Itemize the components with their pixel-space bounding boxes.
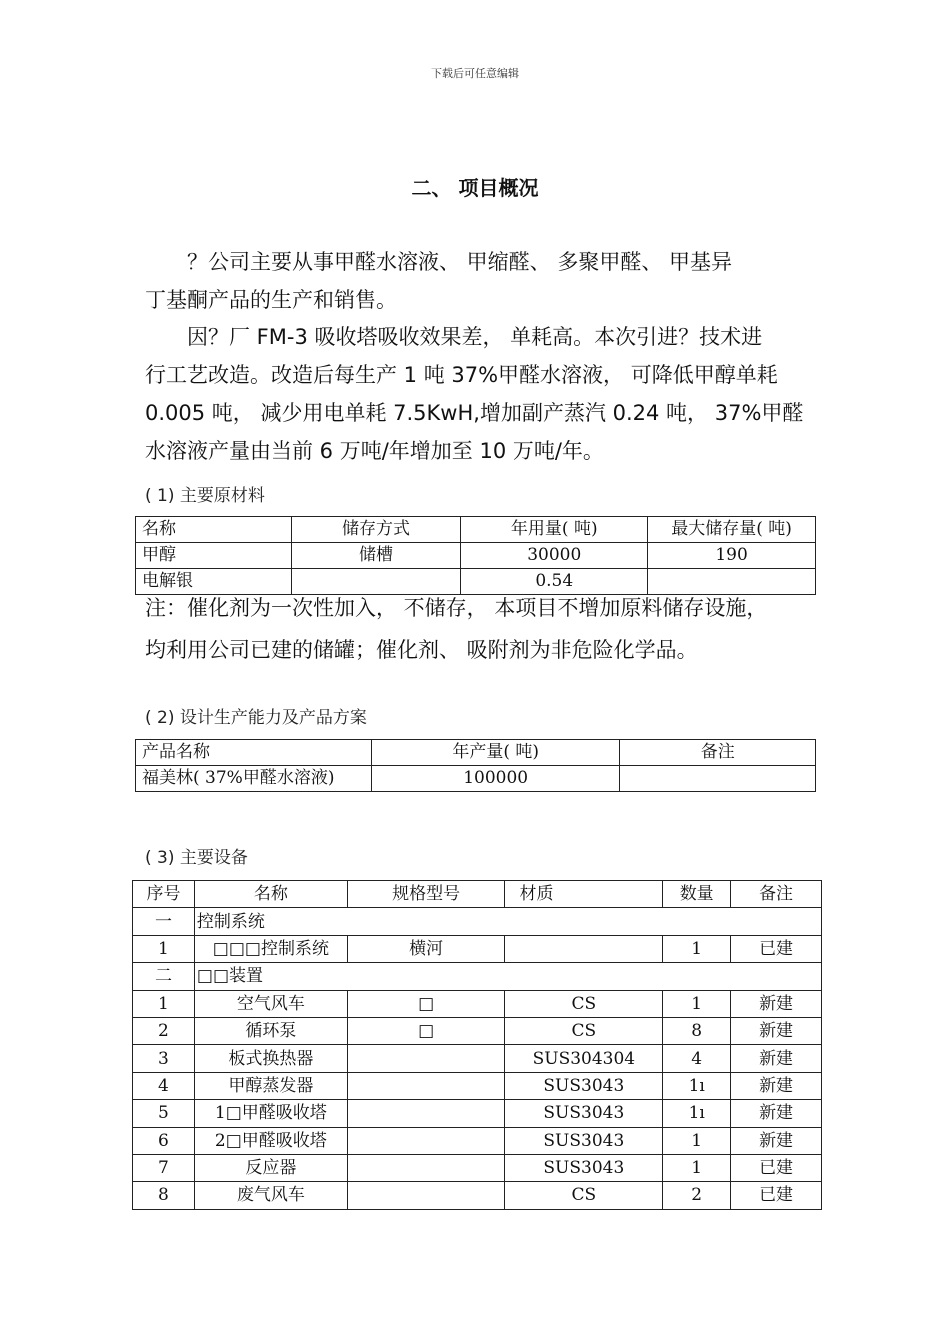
table-cell: 1 <box>663 935 731 962</box>
note <box>145 587 825 671</box>
table-cell: 7 <box>133 1154 195 1181</box>
table-cell: 已建 <box>731 1154 822 1181</box>
table-cell <box>505 935 663 962</box>
table-cell: 1□甲醛吸收塔 <box>194 1100 347 1127</box>
note-line: 均利用公司已建的储罐；催化剂、 吸附剂为非危险化学品。 <box>145 638 698 662</box>
product-table <box>135 739 816 792</box>
table-cell: 已建 <box>731 1182 822 1209</box>
group-name: □□装置 <box>194 963 821 990</box>
table-cell: 4 <box>663 1045 731 1072</box>
paragraph-line: 水溶液产量由当前 6 万吨/年增加至 10 万吨/年。 <box>145 439 604 463</box>
table-cell: 循环泵 <box>194 1017 347 1044</box>
group-row <box>133 963 822 990</box>
table-cell: 100000 <box>371 766 620 792</box>
table-cell <box>347 1072 505 1099</box>
table-row <box>133 1182 822 1209</box>
table-row <box>133 1017 822 1044</box>
table-cell <box>347 1127 505 1154</box>
table-row <box>133 1045 822 1072</box>
table-header: 备注 <box>620 740 816 766</box>
table-cell <box>347 1154 505 1181</box>
table-header-row <box>136 517 816 543</box>
table-row <box>133 1072 822 1099</box>
table-cell: 废气风车 <box>194 1182 347 1209</box>
table-cell: □ <box>347 1017 505 1044</box>
table-header: 备注 <box>731 881 822 908</box>
table-row <box>133 990 822 1017</box>
section-title: 二、 项目概况 <box>411 176 539 200</box>
table-cell <box>620 766 816 792</box>
table-cell: 新建 <box>731 1072 822 1099</box>
table-header: 年产量( 吨) <box>371 740 620 766</box>
table-header-row <box>133 881 822 908</box>
table-header: 规格型号 <box>347 881 505 908</box>
paragraph-line: 行工艺改造。改造后每生产 1 吨 37%甲醛水溶液， 可降低甲醇单耗 <box>145 363 778 387</box>
equipment-table <box>132 880 822 1210</box>
table-row <box>133 1127 822 1154</box>
paragraph-line: 因？厂 FM-3 吸收塔吸收效果差， 单耗高。本次引进？技术进 <box>187 325 763 349</box>
paragraph-line: ？公司主要从事甲醛水溶液、 甲缩醛、 多聚甲醛、 甲基异 <box>187 250 733 274</box>
group-number: 二 <box>133 963 195 990</box>
table-header: 名称 <box>194 881 347 908</box>
table-cell: SUS3043 <box>505 1072 663 1099</box>
table-cell: 5 <box>133 1100 195 1127</box>
page-header: 下载后可任意编辑 <box>431 67 519 80</box>
table-header: 材质 <box>505 881 663 908</box>
group-number: 一 <box>133 908 195 935</box>
table-header: 名称 <box>136 517 292 543</box>
table-cell: 3 <box>133 1045 195 1072</box>
table-cell: 新建 <box>731 990 822 1017</box>
group-row <box>133 908 822 935</box>
table-cell: 新建 <box>731 1045 822 1072</box>
table-cell: 2 <box>663 1182 731 1209</box>
table-cell: 8 <box>133 1182 195 1209</box>
table-cell: 2□甲醛吸收塔 <box>194 1127 347 1154</box>
table-header: 数量 <box>663 881 731 908</box>
paragraph-line: 丁基酮产品的生产和销售。 <box>145 288 397 312</box>
table-header: 储存方式 <box>291 517 461 543</box>
table-header: 序号 <box>133 881 195 908</box>
table-header: 最大储存量( 吨) <box>648 517 816 543</box>
table-cell: SUS3043 <box>505 1127 663 1154</box>
table-cell <box>347 1182 505 1209</box>
paragraph-1 <box>145 243 810 319</box>
table-cell: 1ı <box>663 1100 731 1127</box>
table-cell: □□□控制系统 <box>194 935 347 962</box>
table-cell: 板式换热器 <box>194 1045 347 1072</box>
paragraph-line: 0.005 吨， 减少用电单耗 7.5KwH,增加副产蒸汽 0.24 吨， 37%甲醛 <box>145 401 804 425</box>
table-cell: SUS3043 <box>505 1154 663 1181</box>
table-header: 年用量( 吨) <box>461 517 648 543</box>
table-cell <box>347 1045 505 1072</box>
table-cell: CS <box>505 990 663 1017</box>
table-cell: 1 <box>663 990 731 1017</box>
table-row <box>133 935 822 962</box>
section-2-title: ( 2) 设计生产能力及产品方案 <box>145 708 367 728</box>
table-cell: 横河 <box>347 935 505 962</box>
table-cell: 福美林( 37%甲醛水溶液) <box>136 766 372 792</box>
table-cell: 1 <box>663 1154 731 1181</box>
table-cell <box>347 1100 505 1127</box>
table-cell: 储槽 <box>291 543 461 569</box>
table-cell: CS <box>505 1182 663 1209</box>
paragraph-2 <box>145 318 810 470</box>
table-header-row <box>136 740 816 766</box>
table-cell: 30000 <box>461 543 648 569</box>
table-cell: 1 <box>663 1127 731 1154</box>
table-cell: SUS304304 <box>505 1045 663 1072</box>
table-cell: 新建 <box>731 1127 822 1154</box>
table-cell: 反应器 <box>194 1154 347 1181</box>
group-name: 控制系统 <box>194 908 821 935</box>
table-row <box>136 766 816 792</box>
table-cell: 190 <box>648 543 816 569</box>
table-header: 产品名称 <box>136 740 372 766</box>
table-cell: 甲醇蒸发器 <box>194 1072 347 1099</box>
section-3-title: ( 3) 主要设备 <box>145 848 248 868</box>
note-line: 注：催化剂为一次性加入， 不储存， 本项目不增加原料储存设施， <box>145 596 768 620</box>
table-cell: 新建 <box>731 1017 822 1044</box>
table-cell: 6 <box>133 1127 195 1154</box>
raw-materials-table <box>135 516 816 595</box>
table-cell: 1ı <box>663 1072 731 1099</box>
table-cell: 新建 <box>731 1100 822 1127</box>
table-row <box>133 1100 822 1127</box>
table-cell: 0.54 <box>461 569 648 595</box>
table-cell: CS <box>505 1017 663 1044</box>
table-cell: 4 <box>133 1072 195 1099</box>
table-cell: 8 <box>663 1017 731 1044</box>
table-row <box>136 543 816 569</box>
table-cell: 已建 <box>731 935 822 962</box>
table-cell: 1 <box>133 990 195 1017</box>
table-cell: 甲醇 <box>136 543 292 569</box>
table-cell: 电解银 <box>136 569 292 595</box>
table-cell: □ <box>347 990 505 1017</box>
table-row <box>133 1154 822 1181</box>
table-cell: SUS3043 <box>505 1100 663 1127</box>
table-cell: 1 <box>133 935 195 962</box>
table-cell: 2 <box>133 1017 195 1044</box>
table-cell: 空气风车 <box>194 990 347 1017</box>
section-1-title: ( 1) 主要原材料 <box>145 486 265 506</box>
